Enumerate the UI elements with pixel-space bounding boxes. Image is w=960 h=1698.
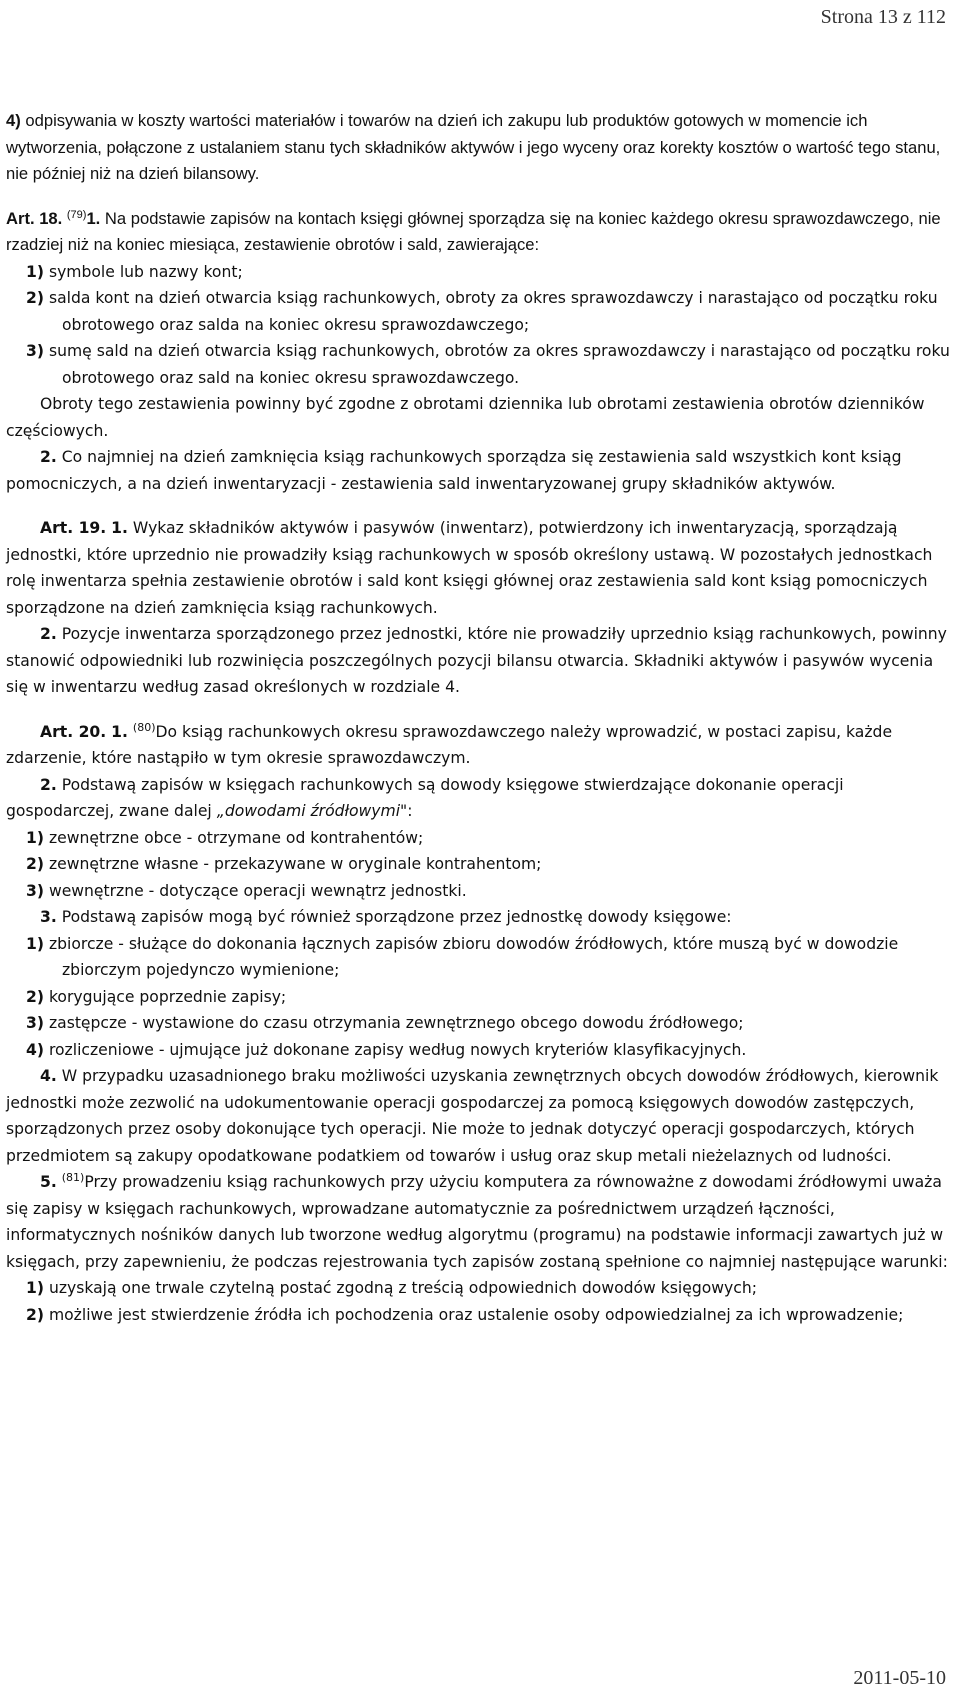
art20-3-item-3: 3) zastępcze - wystawione do czasu otrzymania zewnętrznego obcego dowodu źródłowego; bbox=[26, 1014, 744, 1032]
art20-2-item-3: 3) wewnętrzne - dotyczące operacji wewnątrz jednostki. bbox=[26, 881, 467, 900]
art19-para-1: Art. 19. 1. Wykaz składników aktywów i pasywów (inwentarz), potwierdzony ich inwentaryzacją, sporządzają jednostki, które uprzednio nie prowadziły ksiąg rachunkowych w sposób określony ustawą. W pozostałych jednostkach rolę inwentarza spełnia zestawienie obrotów i sald kont księgi głównej oraz zestawienia sald kont ksiąg pomocniczych sporządzone na dzień zamknięcia ksiąg rachunkowych. bbox=[6, 519, 933, 617]
art20-3-item-1: 1) zbiorcze - służące do dokonania łącznych zapisów zbioru dowodów źródłowych, które muszą być w dowodzie zbiorczym pojedynczo wymienione; bbox=[26, 934, 899, 979]
art20-2-item-2: 2) zewnętrzne własne - przekazywane w oryginale kontrahentom; bbox=[26, 855, 542, 873]
page-number-header: Strona 13 z 112 bbox=[820, 6, 946, 28]
art17-point-4 bbox=[6, 108, 956, 188]
art20-3-item-2: 2) korygujące poprzednie zapisy; bbox=[26, 987, 287, 1006]
art20-3-item-4: 4) rozliczeniowe - ujmujące już dokonane zapisy według nowych kryteriów klasyfikacyjnych. bbox=[26, 1040, 747, 1059]
point-text: odpisywania w koszty wartości materiałów i towarów na dzień ich zakupu lub produktów gotowych w momencie ich wytworzenia, połączone z ustalaniem stanu tych składników aktywów i jego wyceny oraz korekty kosztów o wartość tego stanu, nie później niż na dzień bilansowy. bbox=[6, 111, 941, 183]
paragraph-number: 1. bbox=[86, 208, 101, 228]
art18-item-1: 1) symbole lub nazwy kont; bbox=[26, 262, 243, 281]
date-footer: 2011-05-10 bbox=[853, 1667, 946, 1689]
art18-item-2: 2) salda kont na dzień otwarcia ksiąg rachunkowych, obroty za okres sprawozdawczy i narastająco od początku roku obrotowego oraz salda na koniec okresu sprawozdawczego; bbox=[26, 289, 938, 334]
footnote-ref: (81) bbox=[61, 1171, 85, 1184]
art20-5-item-1: 1) uzyskają one trwale czytelną postać zgodną z treścią odpowiednich dowodów księgowych; bbox=[26, 1279, 757, 1297]
footnote-ref: (80) bbox=[132, 720, 156, 734]
art20-para-4: 4. W przypadku uzasadnionego braku możliwości uzyskania zewnętrznych obcych dowodów źródłowych, kierownik jednostki może zezwolić na udokumentowanie operacji gospodarczej za pomocą księgowych dowodów zastępczych, sporządzonych przez osoby dokonujące tych operacji. Nie może to jednak dotyczyć operacji gospodarczych, których przedmiotem są zakupy opodatkowane podatkiem od towarów i usług oraz skup metali nieżelaznych od ludności. bbox=[6, 1067, 939, 1165]
art20-para-3: 3. Podstawą zapisów mogą być również sporządzone przez jednostkę dowody księgowe: bbox=[40, 908, 732, 926]
article-title: Art. 18. bbox=[6, 208, 63, 228]
art20-para-2: 2. Podstawą zapisów w księgach rachunkowych są dowody księgowe stwierdzające dokonanie operacji gospodarczej, zwane dalej „dowodami źródłowymi": bbox=[6, 775, 844, 820]
paragraph-text: Na podstawie zapisów na kontach księgi głównej sporządza się na koniec każdego okresu sprawozdawczego, nie rzadziej niż na koniec miesiąca, zestawienie obrotów i sald, zawierające: bbox=[6, 208, 941, 254]
art20-2-item-1: 1) zewnętrzne obce - otrzymane od kontrahentów; bbox=[26, 828, 424, 847]
article-title: Art. 20. bbox=[40, 722, 107, 741]
art18-closing: Obroty tego zestawienia powinny być zgodne z obrotami dziennika lub obrotami zestawienia obrotów dzienników częściowych. bbox=[6, 395, 925, 440]
art19-para-2: 2. Pozycje inwentarza sporządzonego przez jednostki, które nie prowadziły uprzednio ksiąg rachunkowych, powinny stanowić odpowiedniki lub rozwinięcia poszczególnych pozycji bilansu otwarcia. Składniki aktywów i pasywów wycenia się w inwentarzu według zasad określonych w rozdziale 4. bbox=[6, 625, 947, 696]
art18-item-3: 3) sumę sald na dzień otwarcia ksiąg rachunkowych, obrotów za okres sprawozdawczy i narastająco od początku roku obrotowego oraz sald na koniec okresu sprawozdawczego. bbox=[26, 342, 950, 387]
defined-term: „dowodami źródłowymi" bbox=[216, 802, 408, 820]
point-number: 4) bbox=[6, 111, 21, 130]
art20-para-5: 5. $^{(81)}$Przy prowadzeniu ksiąg rachunkowych przy użyciu komputera za równoważne z dowodami źródłowymi uważa się zapisy w księgach rachunkowych, wprowadzane automatycznie za pośrednictwem urządzeń łączności, informatycznych nośników danych lub tworzone według algorytmu (programu) na podstawie informacji zawartych już w księgach, przy zapewnieniu, że podczas rejestrowania tych zapisów zostaną spełnione co najmniej następujące warunki: bbox=[6, 1171, 948, 1271]
art18-para-2: 2. Co najmniej na dzień zamknięcia ksiąg rachunkowych sporządza się zestawienia sald wszystkich kont ksiąg pomocniczych, a na dzień inwentaryzacji - zestawienia sald inwentaryzowanej grupy składników aktywów. bbox=[6, 448, 902, 493]
document-body bbox=[6, 108, 956, 1328]
art18-para-1 bbox=[6, 206, 956, 259]
art20-5-item-2: 2) możliwe jest stwierdzenie źródła ich pochodzenia oraz ustalenie osoby odpowiedzialnej za ich wprowadzenie; bbox=[26, 1305, 904, 1324]
article-title: Art. 19. bbox=[40, 519, 107, 537]
art20-para-1: Art. 20. 1. $^{(80)}$Do ksiąg rachunkowych okresu sprawozdawczego należy wprowadzić, w postaci zapisu, każde zdarzenie, które nastąpiło w tym okresie sprawozdawczym. bbox=[6, 720, 893, 767]
footnote-ref: (79) bbox=[66, 208, 87, 221]
